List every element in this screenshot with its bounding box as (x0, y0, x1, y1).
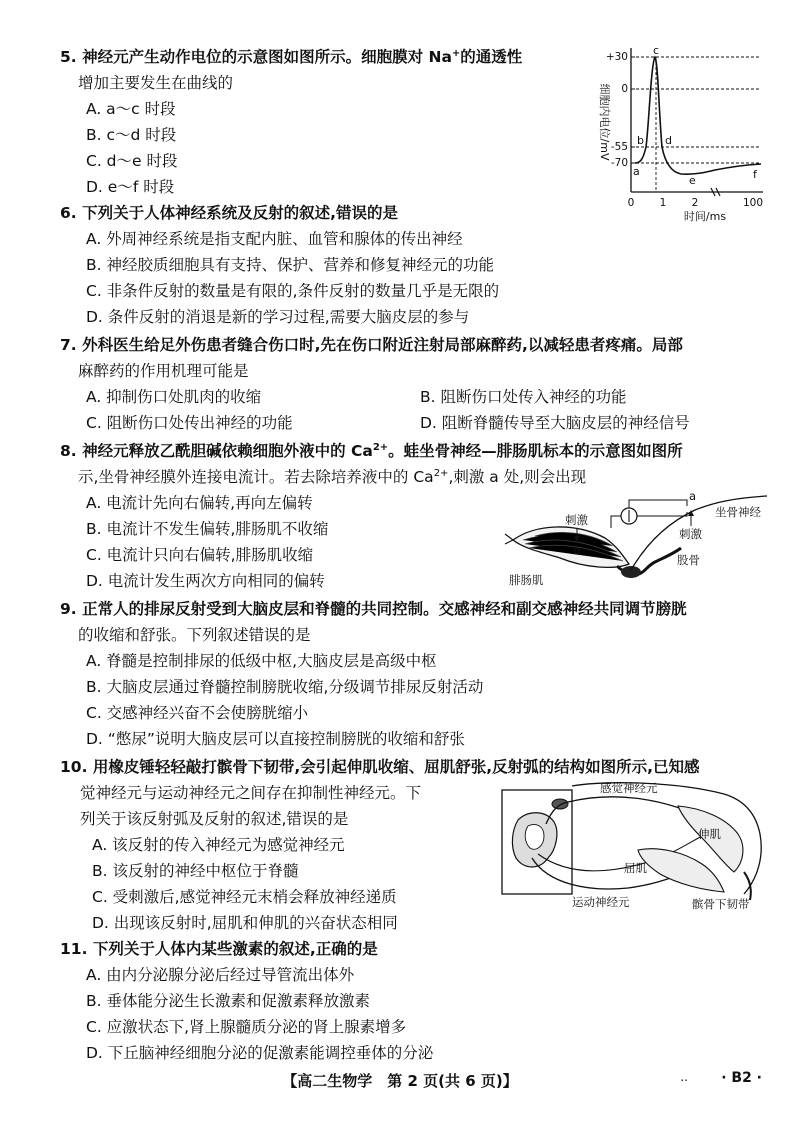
muscle-specimen-figure (505, 486, 780, 596)
reflex-arc-figure (488, 780, 778, 910)
q5-option-c: C. d～e 时段 (86, 152, 178, 170)
q7-stem-line1: 7. 外科医生给足外伤患者缝合伤口时,先在伤口附近注射局部麻醉药,以减轻患者疼痛。局部 (60, 336, 683, 354)
x-tick-label: 2 (691, 197, 699, 209)
label-femur: 股骨 (677, 553, 700, 567)
q5-option-d: D. e～f 时段 (86, 178, 175, 196)
point-label-e: e (689, 174, 696, 187)
q7-option-a: A. 抑制伤口处肌肉的收缩 (86, 388, 262, 406)
label-sensory-neuron: 感觉神经元 (600, 781, 658, 795)
q9-option-c: C. 交感神经兴奋不会使膀胱缩小 (86, 704, 309, 722)
q6-stem: 6. 下列关于人体神经系统及反射的叙述,错误的是 (60, 204, 398, 222)
q9-option-d: D. “憋尿”说明大脑皮层可以直接控制膀胱的收缩和舒张 (86, 730, 465, 748)
q6-option-c: C. 非条件反射的数量是有限的,条件反射的数量几乎是无限的 (86, 282, 500, 300)
q6-option-a: A. 外周神经系统是指支配内脏、血管和腺体的传出神经 (86, 230, 463, 248)
footer-title: 【高二生物学 第 2 页(共 6 页)】 (282, 1072, 518, 1090)
label-stimulus-left: 刺激 (565, 513, 588, 527)
q11-stem: 11. 下列关于人体内某些激素的叙述,正确的是 (60, 940, 378, 958)
q10-stem-line1: 10. 用橡皮锤轻轻敲打髌骨下韧带,会引起伸肌收缩、屈肌舒张,反射弧的结构如图所示,已知感 (60, 758, 700, 776)
q11-option-c: C. 应激状态下,肾上腺髓质分泌的肾上腺素增多 (86, 1018, 407, 1036)
q9-stem-line2: 的收缩和舒张。下列叙述错误的是 (78, 626, 311, 644)
point-label-c: c (653, 44, 660, 57)
q10-option-a: A. 该反射的传入神经元为感觉神经元 (92, 836, 345, 854)
bone-joint (621, 566, 641, 578)
q5-option-b: B. c～d 时段 (86, 126, 177, 144)
y-tick-label: -70 (610, 157, 628, 169)
x-tick-group (628, 197, 763, 209)
q8-stem-line1: 8. 神经元释放乙酰胆碱依赖细胞外液中的 $Ca^{2+}$。蛙坐骨神经—腓肠肌标本的示意图如图所 (60, 441, 683, 460)
q6-option-d: D. 条件反射的消退是新的学习过程,需要大脑皮层的参与 (86, 308, 470, 326)
point-label-d: d (665, 134, 672, 147)
y-tick-label: -55 (610, 141, 628, 153)
flexor-muscle (638, 849, 724, 892)
spinal-cord-inner (525, 824, 544, 849)
label-gastrocnemius: 腓肠肌 (509, 573, 544, 587)
footer-dots: .. (680, 1070, 688, 1084)
q9-stem-line1: 9. 正常人的排尿反射受到大脑皮层和脊髓的共同控制。交感神经和副交感神经共同调节膀胱 (60, 600, 687, 618)
q5-stem-line1: 5. 神经元产生动作电位的示意图如图所示。细胞膜对 Na+的通透性 (60, 47, 523, 66)
q11-option-a: A. 由内分泌腺分泌后经过导管流出体外 (86, 966, 355, 984)
chart-ylabel: 细胞内电位/mV (598, 83, 611, 161)
q8-stem-line2: 示,坐骨神经膜外连接电流计。若去除培养液中的 $Ca^{2+}$,刺激 a 处,则会出现 (78, 467, 587, 486)
x-tick-label: 100 (742, 197, 764, 209)
q7-option-d: D. 阻断脊髓传导至大脑皮层的神经信号 (420, 414, 690, 432)
q8-option-b: B. 电流计不发生偏转,腓肠肌不收缩 (86, 520, 329, 538)
label-stimulus-right: 刺激 (679, 527, 702, 541)
muscle-tendon (505, 534, 513, 544)
label-sciatic-nerve: 坐骨神经 (715, 505, 761, 519)
patellar-ligament (744, 872, 751, 900)
q8-option-c: C. 电流计只向右偏转,腓肠肌收缩 (86, 546, 314, 564)
chart-xlabel: 时间/ms (683, 210, 727, 223)
galvanometer-wires (611, 500, 687, 528)
q7-stem-line2: 麻醉药的作用机理可能是 (78, 362, 249, 380)
label-flexor: 屈肌 (624, 861, 647, 875)
q6-option-b: B. 神经胶质细胞具有支持、保护、营养和修复神经元的功能 (86, 256, 494, 274)
q8-option-d: D. 电流计发生两次方向相同的偏转 (86, 572, 325, 590)
x-tick-label: 0 (627, 197, 635, 209)
y-tick-label: 0 (621, 83, 628, 95)
dorsal-root-ganglion (552, 799, 568, 809)
q11-option-d: D. 下丘脑神经细胞分泌的促激素能调控垂体的分泌 (86, 1044, 434, 1062)
q7-option-c: C. 阻断伤口处传出神经的功能 (86, 414, 293, 432)
y-tick-label: +30 (605, 51, 628, 63)
label-motor-neuron: 运动神经元 (572, 895, 630, 909)
label-patellar-ligament: 髌骨下韧带 (692, 897, 750, 911)
potential-curve (635, 57, 761, 174)
q10-option-b: B. 该反射的神经中枢位于脊髓 (92, 862, 299, 880)
label-extensor: 伸肌 (698, 827, 721, 841)
q11-option-b: B. 垂体能分泌生长激素和促激素释放激素 (86, 992, 370, 1010)
x-tick-label: 1 (659, 197, 667, 209)
q7-option-b: B. 阻断伤口处传入神经的功能 (420, 388, 627, 406)
label-a: a (689, 489, 697, 503)
q10-option-c: C. 受刺激后,感觉神经元末梢会释放神经递质 (92, 888, 397, 906)
footer-page-code: · B2 · (721, 1070, 762, 1086)
q10-stem-line2: 觉神经元与运动神经元之间存在抑制性神经元。下 (80, 784, 422, 802)
action-potential-chart (585, 44, 775, 224)
q5-option-a: A. a～c 时段 (86, 100, 176, 118)
point-label-f: f (753, 168, 757, 181)
label-b: b (573, 543, 581, 557)
q9-option-a: A. 脊髓是控制排尿的低级中枢,大脑皮层是高级中枢 (86, 652, 437, 670)
q5-stem-line2: 增加主要发生在曲线的 (78, 74, 234, 92)
point-label-a: a (633, 165, 640, 178)
q10-stem-line3: 列关于该反射弧及反射的叙述,错误的是 (80, 810, 349, 828)
page-footer (0, 1070, 800, 1094)
point-label-b: b (637, 134, 644, 147)
q8-option-a: A. 电流计先向右偏转,再向左偏转 (86, 494, 313, 512)
q9-option-b: B. 大脑皮层通过脊髓控制膀胱收缩,分级调节排尿反射活动 (86, 678, 484, 696)
q10-option-d: D. 出现该反射时,屈肌和伸肌的兴奋状态相同 (92, 914, 398, 932)
